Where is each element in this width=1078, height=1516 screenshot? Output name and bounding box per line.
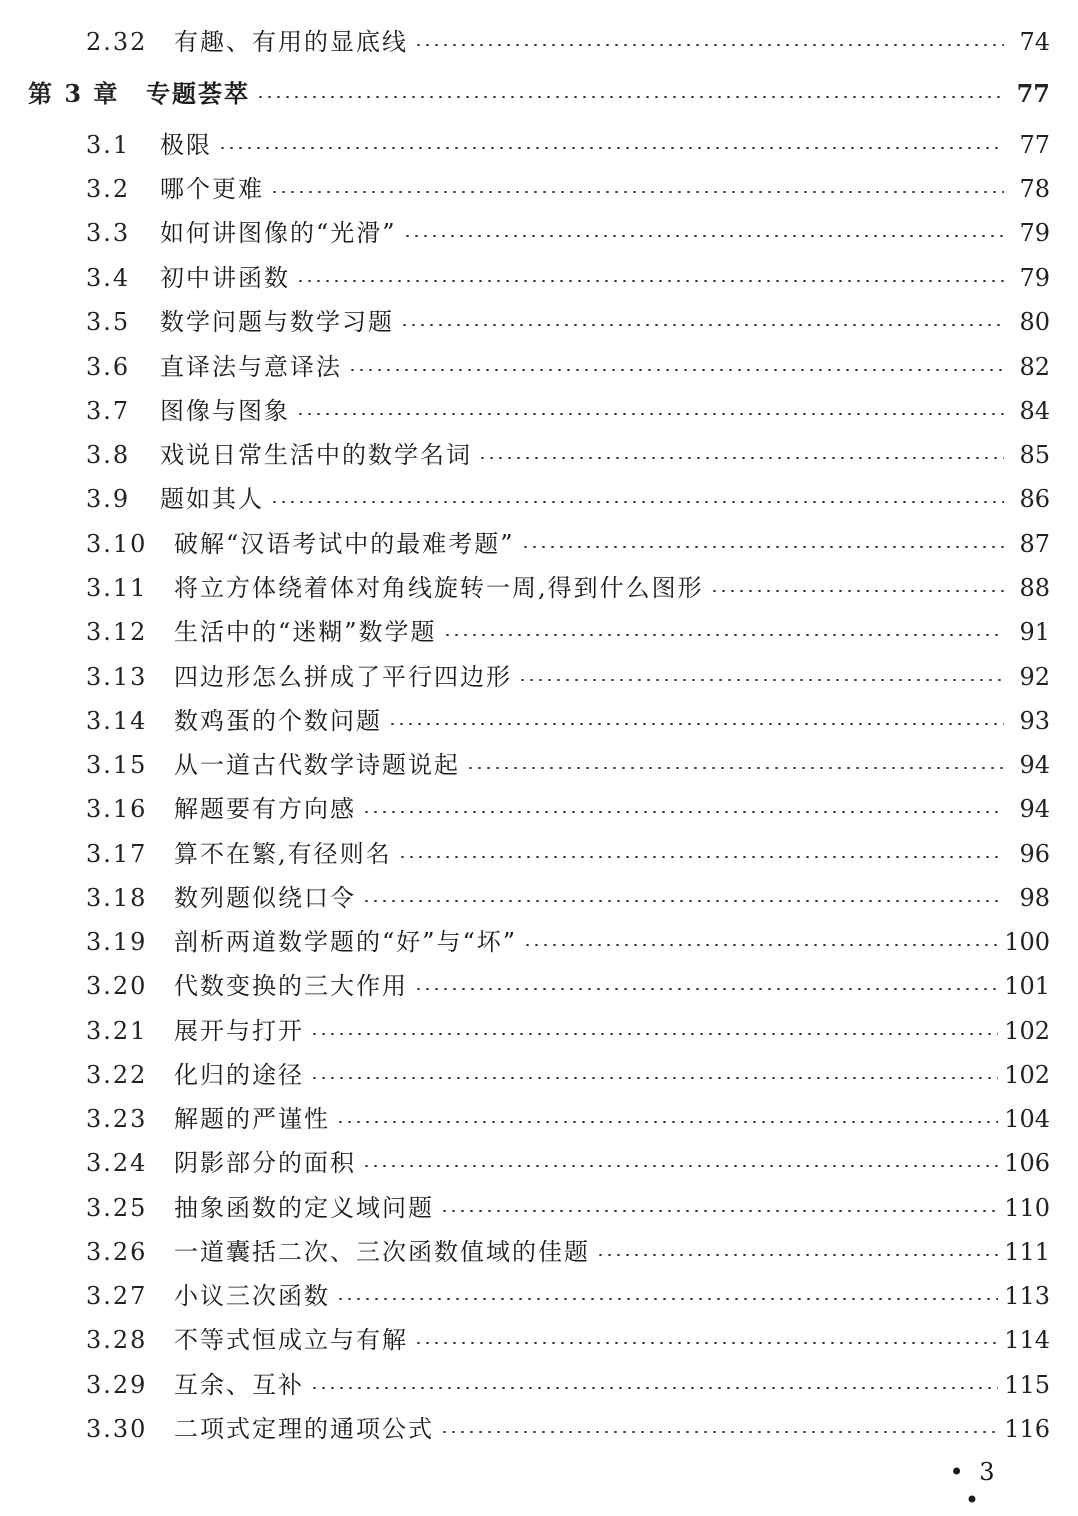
section-number: 3.12	[86, 618, 148, 646]
section-number: 3.15	[86, 751, 148, 779]
toc-entry-3-19[interactable]	[86, 922, 1050, 962]
dot-leader	[400, 324, 1004, 326]
page-number: 102	[1004, 1017, 1050, 1045]
toc-entry-3-30[interactable]	[86, 1409, 1050, 1449]
section-number: 2.32	[86, 28, 148, 56]
page-number: 86	[1019, 485, 1050, 513]
toc-entry-3-8[interactable]	[86, 435, 1050, 475]
toc-entry-3-16[interactable]	[86, 789, 1050, 829]
section-title: 有趣、有用的显底线	[174, 28, 408, 56]
toc-entry-3-14[interactable]	[86, 701, 1050, 741]
toc-entry-3-26[interactable]	[86, 1232, 1050, 1272]
section-title: 解题的严谨性	[174, 1105, 330, 1133]
page-number: 102	[1004, 1061, 1050, 1089]
page-number: 93	[1019, 707, 1050, 735]
toc-entry-3-29[interactable]	[86, 1365, 1050, 1405]
section-title: 极限	[160, 131, 212, 159]
dot-leader	[414, 988, 998, 990]
page-number: 98	[1019, 884, 1050, 912]
dot-leader	[336, 1121, 998, 1123]
dot-leader	[443, 634, 1004, 636]
section-title: 图像与图象	[160, 397, 290, 425]
toc-entry-3-11[interactable]	[86, 568, 1050, 608]
page-number: 85	[1019, 441, 1050, 469]
page-number: 100	[1004, 928, 1050, 956]
toc-entry-3-24[interactable]	[86, 1143, 1050, 1183]
page-number: 110	[1004, 1194, 1050, 1222]
page-number: 82	[1019, 353, 1050, 381]
chapter-title: 专题荟萃	[146, 79, 250, 108]
section-number: 3.24	[86, 1149, 148, 1177]
page-number: 80	[1019, 308, 1050, 336]
page-number: 111	[1004, 1238, 1050, 1266]
section-number: 3.9	[86, 485, 131, 513]
page-number: 115	[1004, 1371, 1050, 1399]
section-title: 小议三次函数	[174, 1282, 330, 1310]
section-number: 3.8	[86, 441, 131, 469]
section-number: 3.11	[86, 574, 148, 602]
toc-entry-3-3[interactable]	[86, 213, 1050, 253]
page-number: 96	[1019, 840, 1050, 868]
dot-leader	[523, 944, 998, 946]
toc-entry-3-7[interactable]	[86, 391, 1050, 431]
toc-entry-3-9[interactable]	[86, 479, 1050, 519]
section-title: 数列题似绕口令	[174, 884, 356, 912]
dot-leader	[256, 96, 1004, 98]
dot-leader	[310, 1387, 998, 1389]
toc-entry-2-32[interactable]	[86, 22, 1050, 62]
section-number: 3.28	[86, 1326, 148, 1354]
section-number: 3.6	[86, 353, 131, 381]
dot-leader	[478, 457, 1004, 459]
toc-entry-3-4[interactable]	[86, 258, 1050, 298]
dot-leader	[362, 900, 1004, 902]
section-number: 3.29	[86, 1371, 148, 1399]
dot-leader	[518, 679, 1004, 681]
dot-leader	[362, 1165, 998, 1167]
dot-leader	[310, 1077, 998, 1079]
toc-entry-3-15[interactable]	[86, 745, 1050, 785]
section-title: 数学问题与数学习题	[160, 308, 394, 336]
section-title: 戏说日常生活中的数学名词	[160, 441, 472, 469]
section-title: 解题要有方向感	[174, 795, 356, 823]
section-title: 展开与打开	[174, 1017, 304, 1045]
page-number: 114	[1004, 1326, 1050, 1354]
toc-entry-3-17[interactable]	[86, 834, 1050, 874]
toc-chapter-3[interactable]	[28, 74, 1050, 114]
section-title: 哪个更难	[160, 175, 264, 203]
page-number: 94	[1019, 751, 1050, 779]
toc-entry-3-1[interactable]	[86, 125, 1050, 165]
dot-leader	[521, 546, 1004, 548]
section-number: 3.10	[86, 530, 148, 558]
toc-entry-3-20[interactable]	[86, 966, 1050, 1006]
page-number: 79	[1019, 219, 1050, 247]
page-number: 84	[1019, 397, 1050, 425]
section-title: 破解“汉语考试中的最难考题”	[174, 530, 515, 558]
section-title: 不等式恒成立与有解	[174, 1326, 408, 1354]
section-title: 化归的途径	[174, 1061, 304, 1089]
section-title: 四边形怎么拼成了平行四边形	[174, 663, 512, 691]
toc-entry-3-27[interactable]	[86, 1276, 1050, 1316]
dot-leader	[218, 147, 1004, 149]
page-number: 104	[1004, 1105, 1050, 1133]
footer-page-number: • 3 •	[949, 1458, 999, 1514]
dot-leader	[362, 811, 1004, 813]
dot-leader	[414, 1342, 998, 1344]
dot-leader	[403, 235, 1004, 237]
section-number: 3.23	[86, 1105, 148, 1133]
chapter-number: 第 3 章	[28, 79, 120, 108]
section-number: 3.30	[86, 1415, 148, 1443]
page-number: 91	[1019, 618, 1050, 646]
toc-entry-3-13[interactable]	[86, 657, 1050, 697]
page-number: 87	[1019, 530, 1050, 558]
dot-leader	[466, 767, 1004, 769]
section-title: 如何讲图像的“光滑”	[160, 219, 397, 247]
dot-leader	[296, 413, 1004, 415]
section-title: 从一道古代数学诗题说起	[174, 751, 460, 779]
section-title: 代数变换的三大作用	[174, 972, 408, 1000]
section-number: 3.19	[86, 928, 148, 956]
toc-entry-3-18[interactable]	[86, 878, 1050, 918]
dot-leader	[710, 590, 1004, 592]
section-number: 3.21	[86, 1017, 148, 1045]
section-title: 互余、互补	[174, 1371, 304, 1399]
dot-leader	[270, 191, 1004, 193]
section-number: 3.3	[86, 219, 131, 247]
page-number: 113	[1004, 1282, 1050, 1310]
section-number: 3.4	[86, 264, 131, 292]
section-title: 二项式定理的通项公式	[174, 1415, 434, 1443]
section-title: 将立方体绕着体对角线旋转一周,得到什么图形	[174, 574, 704, 602]
section-number: 3.18	[86, 884, 148, 912]
section-number: 3.26	[86, 1238, 148, 1266]
section-title: 数鸡蛋的个数问题	[174, 707, 382, 735]
section-number: 3.14	[86, 707, 148, 735]
section-number: 3.13	[86, 663, 148, 691]
dot-leader	[398, 856, 1004, 858]
page-number: 92	[1019, 663, 1050, 691]
dot-leader	[270, 501, 1004, 503]
section-title: 一道囊括二次、三次函数值域的佳题	[174, 1238, 590, 1266]
page-number: 101	[1004, 972, 1050, 1000]
section-title: 算不在繁,有径则名	[174, 840, 392, 868]
page-number: 116	[1004, 1415, 1050, 1443]
dot-leader	[336, 1298, 998, 1300]
toc-entry-3-5[interactable]	[86, 302, 1050, 342]
dot-leader	[388, 723, 1004, 725]
toc-entry-3-6[interactable]	[86, 347, 1050, 387]
page-number: 79	[1019, 264, 1050, 292]
section-title: 阴影部分的面积	[174, 1149, 356, 1177]
section-number: 3.2	[86, 175, 131, 203]
section-number: 3.7	[86, 397, 131, 425]
section-title: 直译法与意译法	[160, 353, 342, 381]
toc-entry-3-21[interactable]	[86, 1011, 1050, 1051]
section-number: 3.27	[86, 1282, 148, 1310]
dot-leader	[310, 1033, 998, 1035]
toc-entry-3-25[interactable]	[86, 1188, 1050, 1228]
section-title: 初中讲函数	[160, 264, 290, 292]
page-number: 77	[1016, 79, 1050, 108]
page-number: 78	[1019, 175, 1050, 203]
page-number: 94	[1019, 795, 1050, 823]
toc-entry-3-23[interactable]	[86, 1099, 1050, 1139]
dot-leader	[440, 1431, 998, 1433]
section-number: 3.20	[86, 972, 148, 1000]
page-number: 106	[1004, 1149, 1050, 1177]
section-number: 3.17	[86, 840, 148, 868]
section-number: 3.25	[86, 1194, 148, 1222]
section-title: 抽象函数的定义域问题	[174, 1194, 434, 1222]
toc-entry-3-2[interactable]	[86, 169, 1050, 209]
toc-entry-3-28[interactable]	[86, 1320, 1050, 1360]
toc-entry-3-22[interactable]	[86, 1055, 1050, 1095]
section-title: 题如其人	[160, 485, 264, 513]
dot-leader	[440, 1210, 998, 1212]
page-number: 77	[1019, 131, 1050, 159]
section-title: 剖析两道数学题的“好”与“坏”	[174, 928, 518, 956]
page-number: 74	[1019, 28, 1050, 56]
dot-leader	[596, 1254, 998, 1256]
section-number: 3.1	[86, 131, 131, 159]
section-number: 3.5	[86, 308, 131, 336]
page-number: 88	[1019, 574, 1050, 602]
toc-entry-3-10[interactable]	[86, 524, 1050, 564]
dot-leader	[296, 280, 1004, 282]
section-number: 3.16	[86, 795, 148, 823]
section-number: 3.22	[86, 1061, 148, 1089]
toc-entry-3-12[interactable]	[86, 612, 1050, 652]
section-title: 生活中的“迷糊”数学题	[174, 618, 437, 646]
dot-leader	[414, 44, 1004, 46]
dot-leader	[348, 369, 1004, 371]
